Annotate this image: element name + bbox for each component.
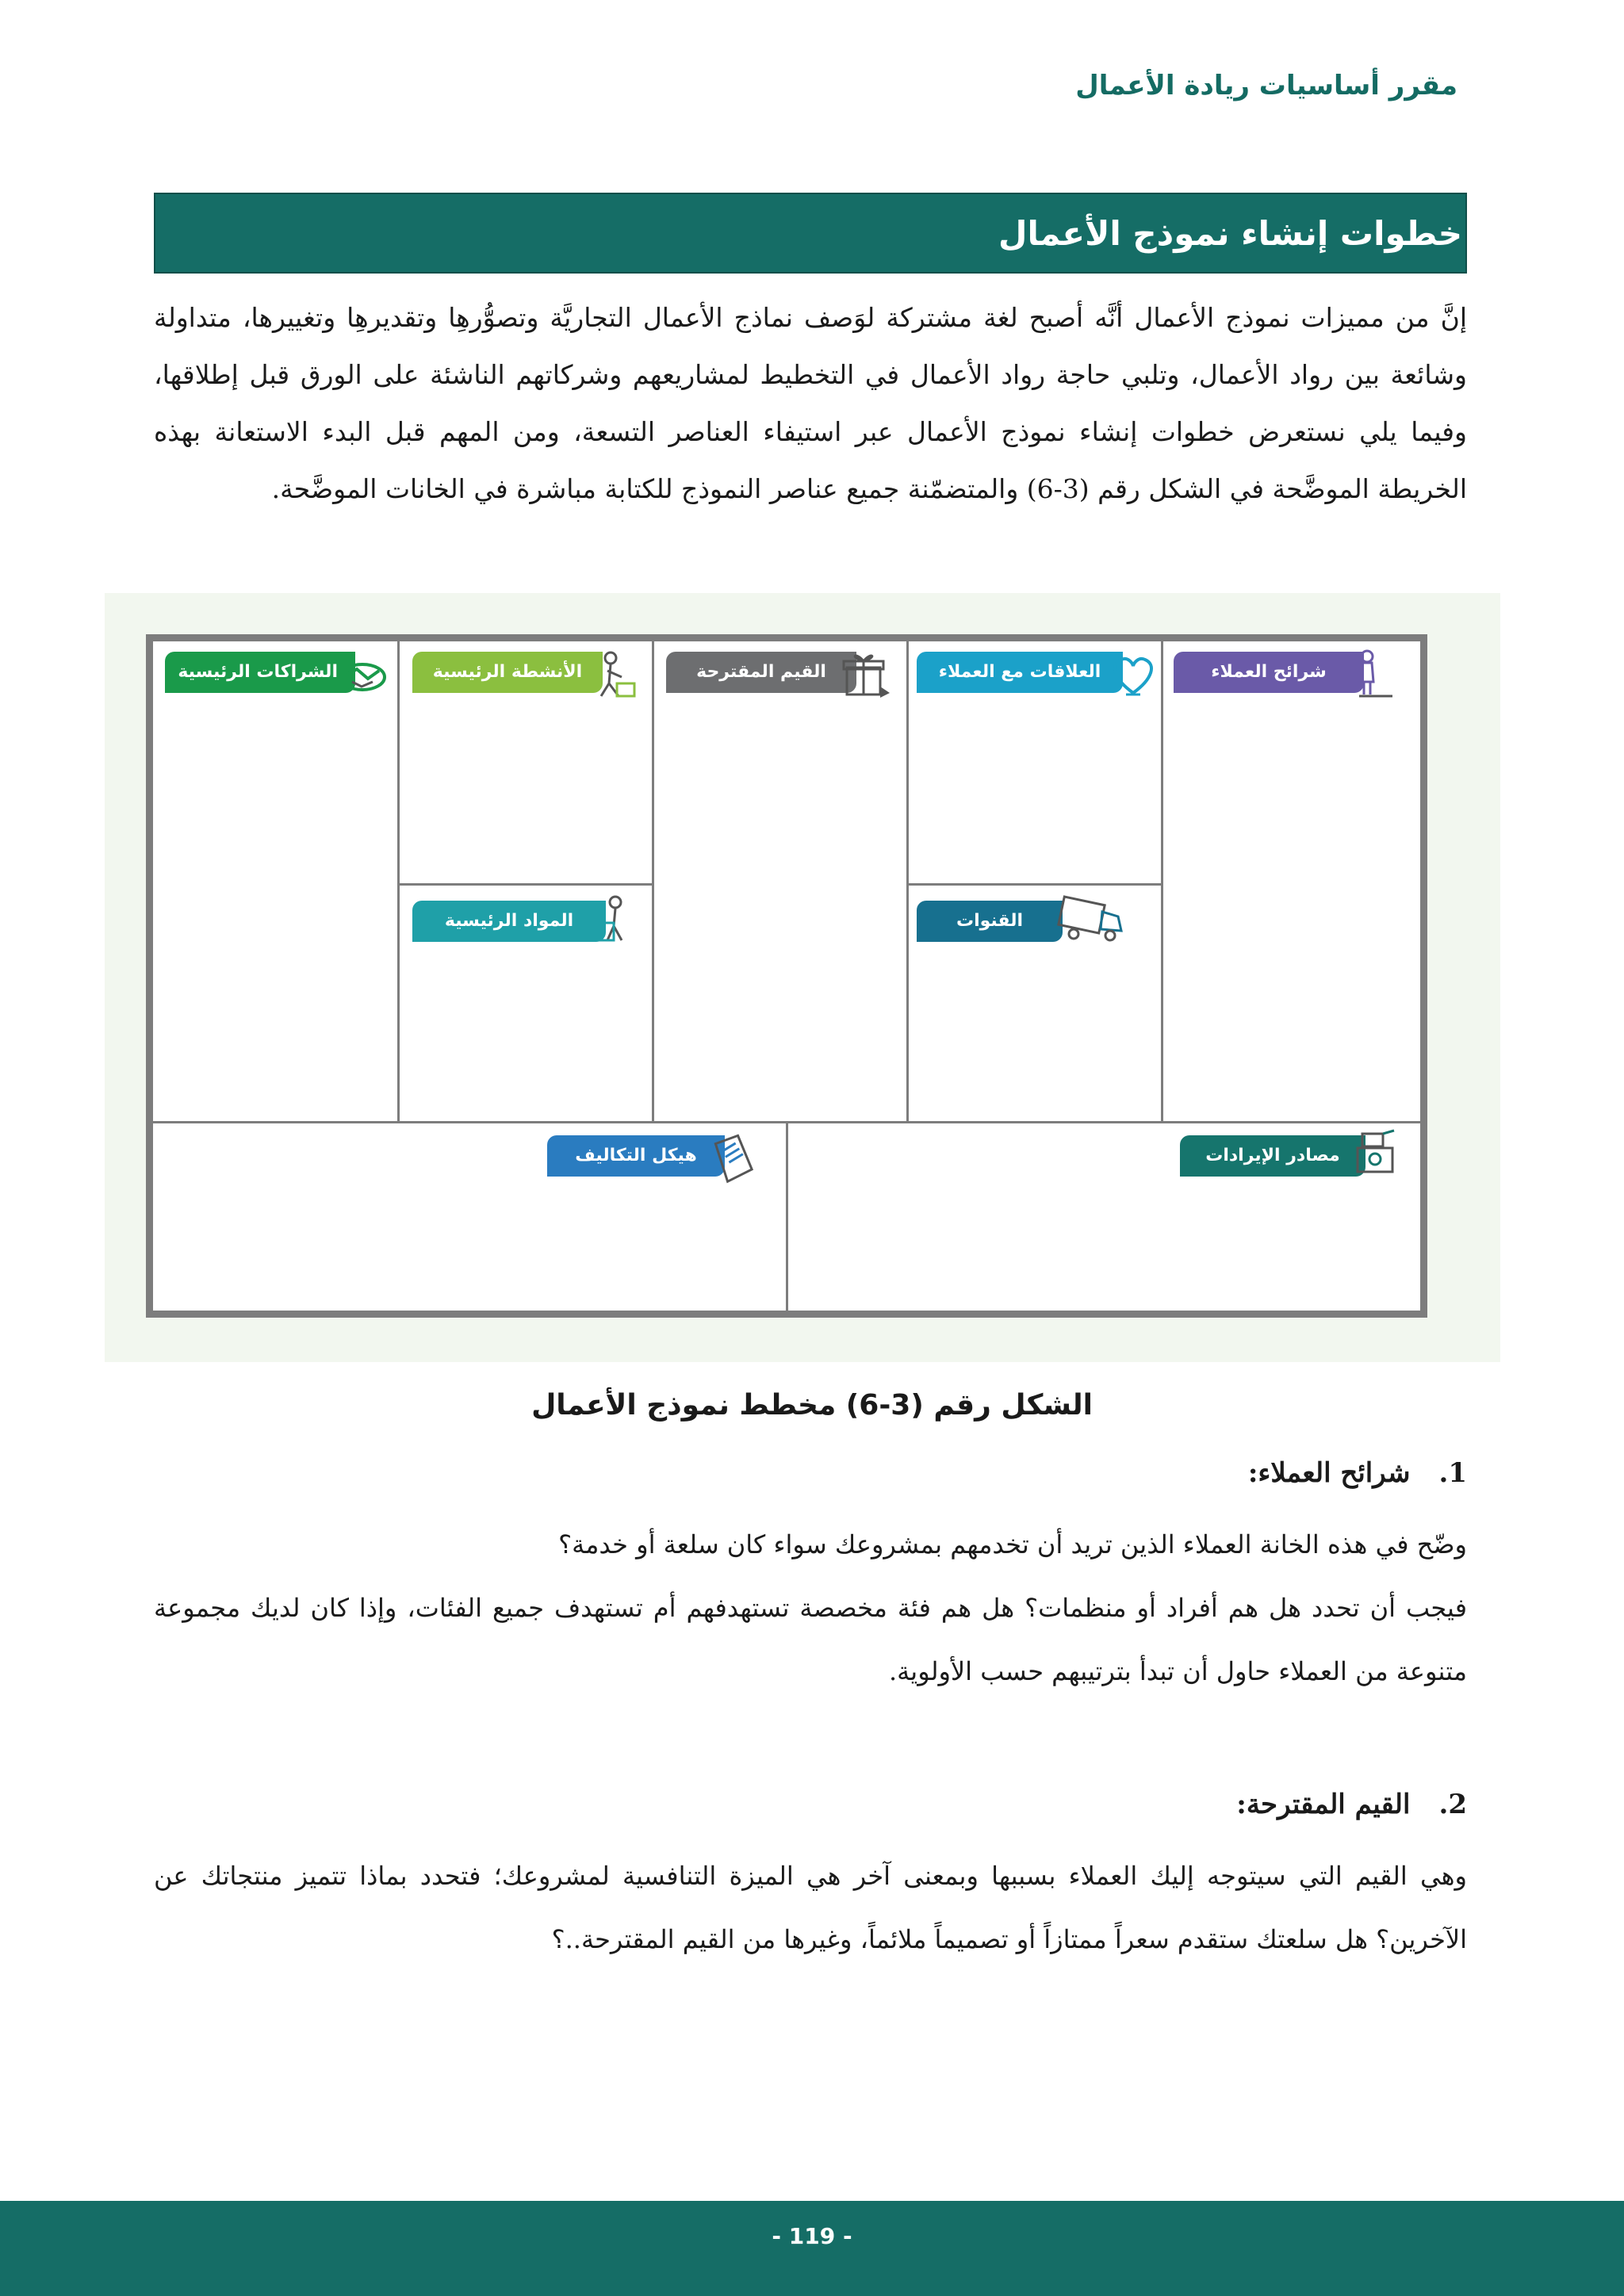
figure-caption: الشكل رقم (3-6) مخطط نموذج الأعمال (531, 1389, 1093, 1422)
resources-icon (585, 891, 641, 947)
item-1-paragraph-2: فيجب أن تحدد هل هم أفراد أو منظمات؟ هل هم فئة مخصصة تستهدفهم أم تستهدف جميع الفئات، وإذا كان لديك مجموعة متنوعة من العملاء حاول أن تبدأ بترتيبهم حسب الأولوية. (154, 1593, 1467, 1686)
tag-value-propositions (666, 652, 856, 693)
tag-channels-label: القنوات (956, 911, 1024, 931)
course-title: مقرر أساسيات ريادة الأعمال (1075, 70, 1457, 101)
tag-customer-relationships-label: العلاقات مع العملاء (938, 662, 1101, 682)
item-heading-1 (1248, 1457, 1467, 1489)
cell-customer-segments (1161, 639, 1423, 1123)
tag-key-partners-label: الشراكات الرئيسية (178, 662, 338, 682)
tag-cost-structure (547, 1135, 725, 1177)
cell-key-partners (151, 639, 400, 1123)
truck-icon (1055, 890, 1131, 945)
cell-value-propositions (652, 639, 909, 1123)
item-title: القيم المقترحة: (1236, 1789, 1411, 1820)
tag-channels (917, 901, 1063, 942)
section-header: خطوات إنشاء نموذج الأعمال (154, 193, 1467, 274)
receipt-icon (706, 1131, 761, 1186)
item-heading-2 (1236, 1789, 1467, 1820)
tag-revenue-streams (1180, 1135, 1365, 1177)
business-model-canvas (146, 634, 1427, 1318)
page-number: - 119 - (772, 2223, 852, 2249)
tag-key-partners (165, 652, 355, 693)
tag-cost-structure-label: هيكل التكاليف (575, 1146, 697, 1165)
tag-value-propositions-label: القيم المقترحة (696, 662, 826, 682)
gift-icon (837, 647, 893, 702)
tag-key-resources (412, 901, 606, 942)
tag-key-resources-label: المواد الرئيسية (444, 911, 574, 931)
tag-customer-segments-label: شرائح العملاء (1211, 662, 1327, 682)
register-icon (1346, 1124, 1402, 1180)
handshake-icon (335, 647, 390, 702)
item-number: 2. (1438, 1789, 1467, 1820)
heart-icon (1105, 647, 1161, 702)
tag-key-activities (412, 652, 603, 693)
item-title: شرائح العملاء: (1247, 1457, 1411, 1489)
worker-icon (585, 647, 641, 702)
person-icon (1343, 647, 1399, 702)
tag-revenue-streams-label: مصادر الإيرادات (1205, 1146, 1340, 1165)
item-2-paragraph-1: وهي القيم التي سيتوجه إليك العملاء بسببها وبمعنى آخر هي الميزة التنافسية لمشروعك؛ فتحدد بماذا تتميز منتجاتك عن الآخرين؟ هل سلعتك ستقدم سعراً ممتازاً أو تصميماً ملائماً، وغيرها من القيم المقترحة..؟ (154, 1861, 1467, 1954)
tag-key-activities-label: الأنشطة الرئيسية (432, 662, 583, 682)
item-number: 1. (1438, 1457, 1467, 1489)
item-1-paragraph-1: وضّح في هذه الخانة العملاء الذين تريد أن تخدمهم بمشروعك سواء كان سلعة أو خدمة؟ (558, 1529, 1467, 1559)
tag-customer-segments (1174, 652, 1364, 693)
tag-customer-relationships (917, 652, 1123, 693)
intro-paragraph: إنَّ من مميزات نموذج الأعمال أنَّه أصبح لغة مشتركة لوَصف نماذج الأعمال التجاريَّة وتصوُّرهِا وتقديرهِا وتغييرها، متداولة وشائعة بين رواد الأعمال، وتلبي حاجة رواد الأعمال في التخطيط لمشاريعهم وشركاتهم الناشئة على الورق قبل إطلاقها، وفيما يلي نستعرض خطوات إنشاء نموذج الأعمال عبر استيفاء العناصر التسعة، ومن المهم قبل البدء الاستعانة بهذه الخريطة الموضَّحة في الشكل رقم (3-6) والمتضمّنة جميع عناصر النموذج للكتابة مباشرة في الخانات الموضَّحة. (154, 302, 1467, 504)
